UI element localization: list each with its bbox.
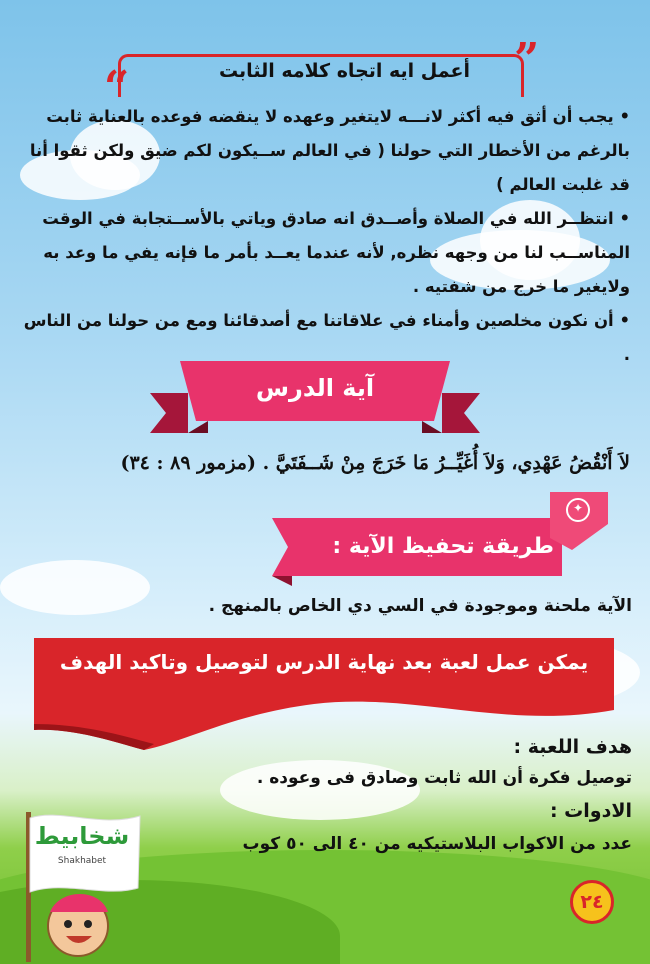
page-number-badge bbox=[570, 880, 614, 924]
memorize-heading: طريقة تحفيظ الآية : bbox=[332, 534, 554, 559]
logo-subtext: Shakhabet bbox=[57, 856, 107, 866]
bullet-paragraph: • انتظــر الله في الصلاة وأصــدق انه صادق وياتي بالأســتجابة في الوقت المناســب لنا من وجهه نظره, لأنه عندما يعــد بأمر ما فإنه يفي ما وعد به ولايغير ما خرج من شفتيه . bbox=[42, 209, 630, 296]
section-title: أعمل ايه اتجاه كلامه الثابت bbox=[218, 60, 470, 82]
game-goal-text: توصيل فكرة أن الله ثابت وصادق فى وعوده . bbox=[256, 768, 632, 788]
game-banner-text: يمكن عمل لعبة بعد نهاية الدرس لتوصيل وتاكيد الهدف bbox=[59, 650, 589, 674]
lesson-verse-heading: آية الدرس bbox=[255, 374, 375, 402]
page-number: ٢٤ bbox=[580, 891, 604, 913]
quote-mark-icon: ” bbox=[514, 34, 540, 85]
bullet-paragraph: • أن نكون مخلصين وأمناء في علاقاتنا مع أصدقائنا ومع من حولنا من الناس . bbox=[23, 311, 630, 364]
lightbulb-icon: ✦ bbox=[572, 501, 584, 515]
logo-text: شخابيط bbox=[34, 822, 130, 850]
quote-mark-icon: “ bbox=[104, 62, 130, 113]
bullet-paragraph: • يجب أن أثق فيه أكثر لانـــه لايتغير وعهده لا ينقضه فوعده بالعناية ثابت بالرغم من الأخطار التي حولنا ( في العالم ســيكون لكم ضيق ولكن ثقوا أنا قد غلبت العالم ) bbox=[29, 107, 630, 194]
tools-heading: الادوات : bbox=[549, 800, 632, 822]
game-goal-heading: هدف اللعبة : bbox=[513, 736, 632, 758]
tools-text: عدد من الاكواب البلاستيكيه من ٤٠ الى ٥٠ كوب bbox=[242, 834, 632, 854]
verse-text: لاَ أَنْقُضُ عَهْدِي، وَلاَ أُغَيِّــرُ مَا خَرَجَ مِنْ شَــفَتَيَّ . (مزمور ٨٩ : ٣٤) bbox=[120, 452, 630, 474]
memorize-text: الآية ملحنة وموجودة في السي دي الخاص بالمنهج . bbox=[208, 596, 632, 616]
